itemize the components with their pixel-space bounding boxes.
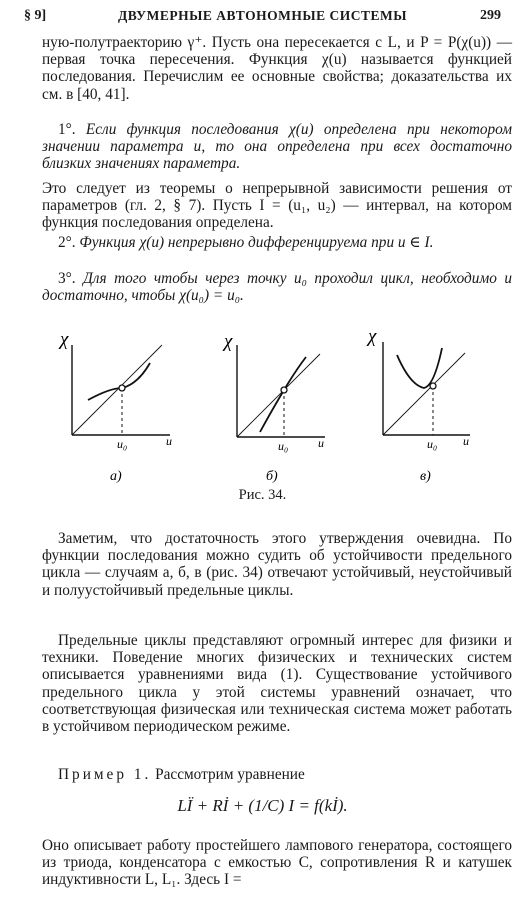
figure-34 [0, 320, 525, 500]
property-1 [42, 121, 512, 173]
panel-b [222, 331, 325, 484]
panel-c-successor-curve [397, 348, 442, 388]
paragraph-limit-cycles [42, 632, 512, 735]
running-head [24, 8, 501, 28]
panel-c-diagonal [383, 353, 465, 435]
panel-b-u0-label: u₀ [278, 439, 289, 453]
property-2-label: 2°. [58, 234, 76, 251]
example-label: Пример 1. [58, 766, 152, 783]
panel-a-successor-curve [88, 363, 150, 400]
panel-c-fixed-point [430, 383, 436, 389]
oscillator-equation: LÏ + Rİ + (1/C) I = f(kİ). [177, 796, 348, 815]
panel-b-fixed-point [281, 387, 287, 393]
running-head-title: ДВУМЕРНЫЕ АВТОНОМНЫЕ СИСТЕМЫ [117, 8, 408, 23]
successor-function-plots [0, 320, 525, 500]
panel-a-x-label: u [166, 434, 172, 448]
panel-c-x-label: u [463, 434, 469, 448]
panel-a-diagonal [72, 345, 162, 435]
panel-a-u0-label: u₀ [117, 437, 128, 451]
panel-c [366, 326, 470, 484]
panel-a-y-label: χ [60, 329, 69, 350]
panel-c-u0-label: u₀ [427, 437, 438, 451]
example-heading [42, 766, 512, 783]
property-1-label: 1°. [58, 121, 76, 138]
panel-b-x-label: u [318, 436, 324, 450]
page-number: 299 [480, 8, 501, 23]
paragraph-limit-cycles-text: Предельные циклы представляют огромный интерес для физики и техники. Поведение многих физических и технических систем описывается уравнениями вида (1). Существование устойчивого предельного цикла у этой системы уравнений означает, что соответствующая физическая или техническая система может работать в устойчивом периодическом режиме. [42, 632, 512, 736]
panel-a-fixed-point [119, 385, 125, 391]
paragraph-continuity: Это следует из теоремы о непрерывной зависимости решения от параметров (гл. 2, § 7). Пусть I = (u₁, u₂) — интервал, на котором функция последования определена. [42, 180, 512, 232]
panel-b-sublabel: б) [266, 469, 278, 484]
panel-b-diagonal [237, 354, 320, 437]
paragraph-oscillator: Оно описывает работу простейшего лампового генератора, состоящего из триода, конденсатора с емкостью C, сопротивления R и катушек индуктивности L, L₁. Здесь I = [42, 837, 512, 889]
panel-c-y-label: χ [368, 326, 377, 347]
property-1-text: Если функция последования χ(u) определена при некотором значении параметра u, то она определена при всех достаточно близких значениях параметра. [42, 121, 513, 173]
panel-b-y-label: χ [224, 331, 233, 352]
panel-c-sublabel: в) [420, 469, 431, 484]
property-3 [42, 270, 512, 304]
property-2 [42, 234, 512, 251]
panel-b-successor-curve [260, 357, 306, 432]
paragraph-stability-text: Заметим, что достаточность этого утверждения очевидна. По функции последования можно судить об устойчивости предельного цикла — случаям а, б, в (рис. 34) отвечают устойчивый, неустойчивый и полуустойчивый предельные циклы. [42, 530, 512, 599]
paragraph-successor-function: ную-полутраекторию γ⁺. Пусть она пересекается с L, и P = P(χ(u)) — первая точка пересечения. Функция χ(u) называется функцией последования. Перечислим ее основные свойства; доказательства их см. в [40, 41]. [42, 34, 512, 103]
property-3-label: 3°. [58, 270, 76, 287]
paragraph-stability [42, 530, 512, 599]
property-2-text: Функция χ(u) непрерывно дифференцируема при u ∈ I. [79, 234, 434, 251]
section-number: § 9] [24, 8, 47, 23]
panel-a [58, 329, 172, 484]
figure-caption: Рис. 34. [238, 487, 287, 503]
property-3-text: Для того чтобы через точку u₀ проходил цикл, необходимо и достаточно, чтобы χ(u₀) = u₀. [42, 270, 512, 305]
example-text: Рассмотрим уравнение [155, 766, 305, 783]
panel-a-sublabel: а) [110, 469, 122, 484]
